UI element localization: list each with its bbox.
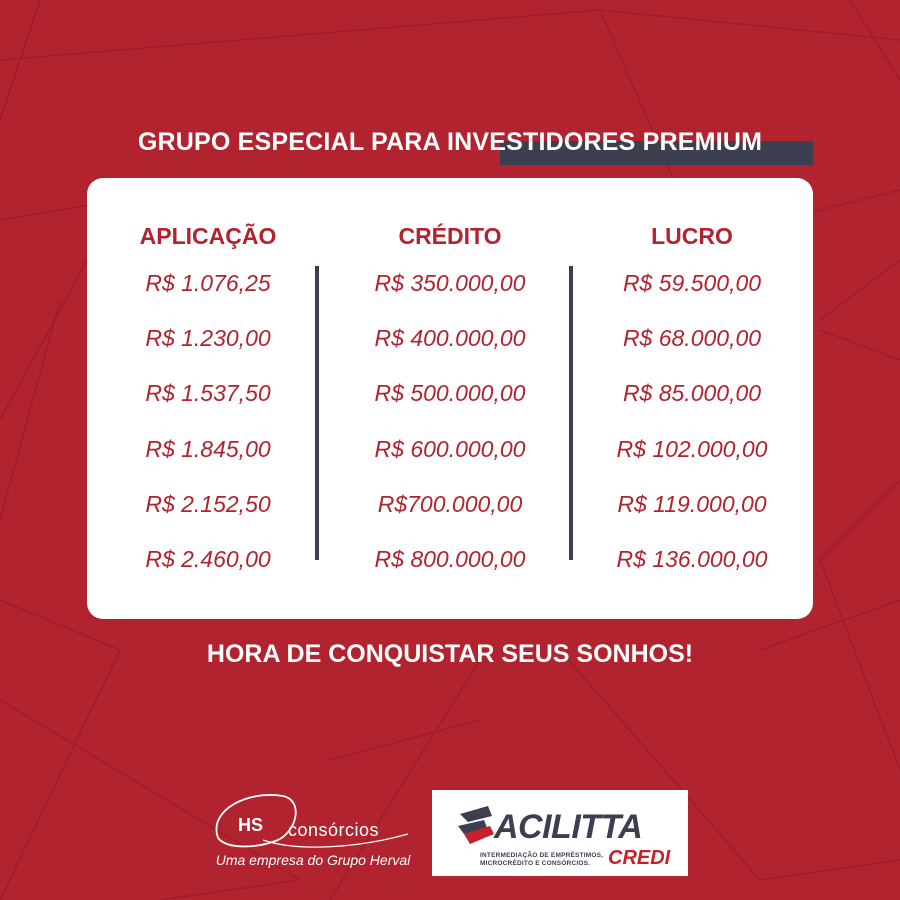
column-header: CRÉDITO — [398, 223, 502, 249]
facilitta-subtitle-1: INTERMEDIAÇÃO DE EMPRÉSTIMOS, — [480, 852, 604, 859]
table-cell: R$ 350.000,00 — [374, 270, 526, 296]
table-cell: R$ 400.000,00 — [374, 325, 526, 352]
column-credito — [329, 218, 571, 599]
table-cell: R$ 2.152,50 — [145, 490, 271, 517]
table-cell: R$ 1.076,25 — [145, 270, 271, 296]
facilitta-credi-logo — [432, 790, 688, 876]
table-cell: R$ 500.000,00 — [374, 380, 526, 407]
table-cell: R$ 800.000,00 — [374, 545, 526, 572]
call-to-action-text: HORA DE CONQUISTAR SEUS SONHOS! — [206, 640, 694, 668]
table-cell: R$700.000,00 — [377, 490, 523, 517]
table-cell: R$ 1.845,00 — [145, 435, 271, 462]
hs-tagline: Uma empresa do Grupo Herval — [215, 852, 411, 868]
table-cell: R$ 136.000,00 — [616, 545, 768, 572]
hs-word-text: consórcios — [288, 820, 380, 840]
headline: GRUPO ESPECIAL PARA INVESTIDORES PREMIUM — [137, 128, 763, 156]
facilitta-word: ACILITTA — [494, 808, 643, 846]
column-header: LUCRO — [651, 223, 733, 249]
table-cell: R$ 68.000,00 — [622, 325, 762, 352]
facilitta-credi-text: CREDI — [608, 847, 671, 869]
table-cell: R$ 1.230,00 — [145, 325, 271, 352]
column-aplicacao — [87, 218, 329, 599]
table-cell: R$ 600.000,00 — [374, 435, 526, 462]
table-cell: R$ 2.460,00 — [145, 545, 271, 572]
facilitta-subtitle-2: MICROCRÉDITO E CONSÓRCIOS. — [480, 860, 591, 867]
column-divider — [315, 266, 319, 560]
table-cell: R$ 119.000,00 — [617, 490, 767, 517]
column-lucro — [571, 218, 813, 599]
hs-mark-text: HS — [238, 815, 264, 835]
investment-table-card — [87, 178, 813, 619]
table-cell: R$ 85.000,00 — [622, 380, 762, 407]
table-cell: R$ 59.500,00 — [622, 270, 762, 296]
table-cell: R$ 1.537,50 — [145, 380, 271, 407]
table-cell: R$ 102.000,00 — [616, 435, 768, 462]
column-header: APLICAÇÃO — [139, 223, 277, 249]
hs-consorcios-logo — [208, 790, 418, 880]
